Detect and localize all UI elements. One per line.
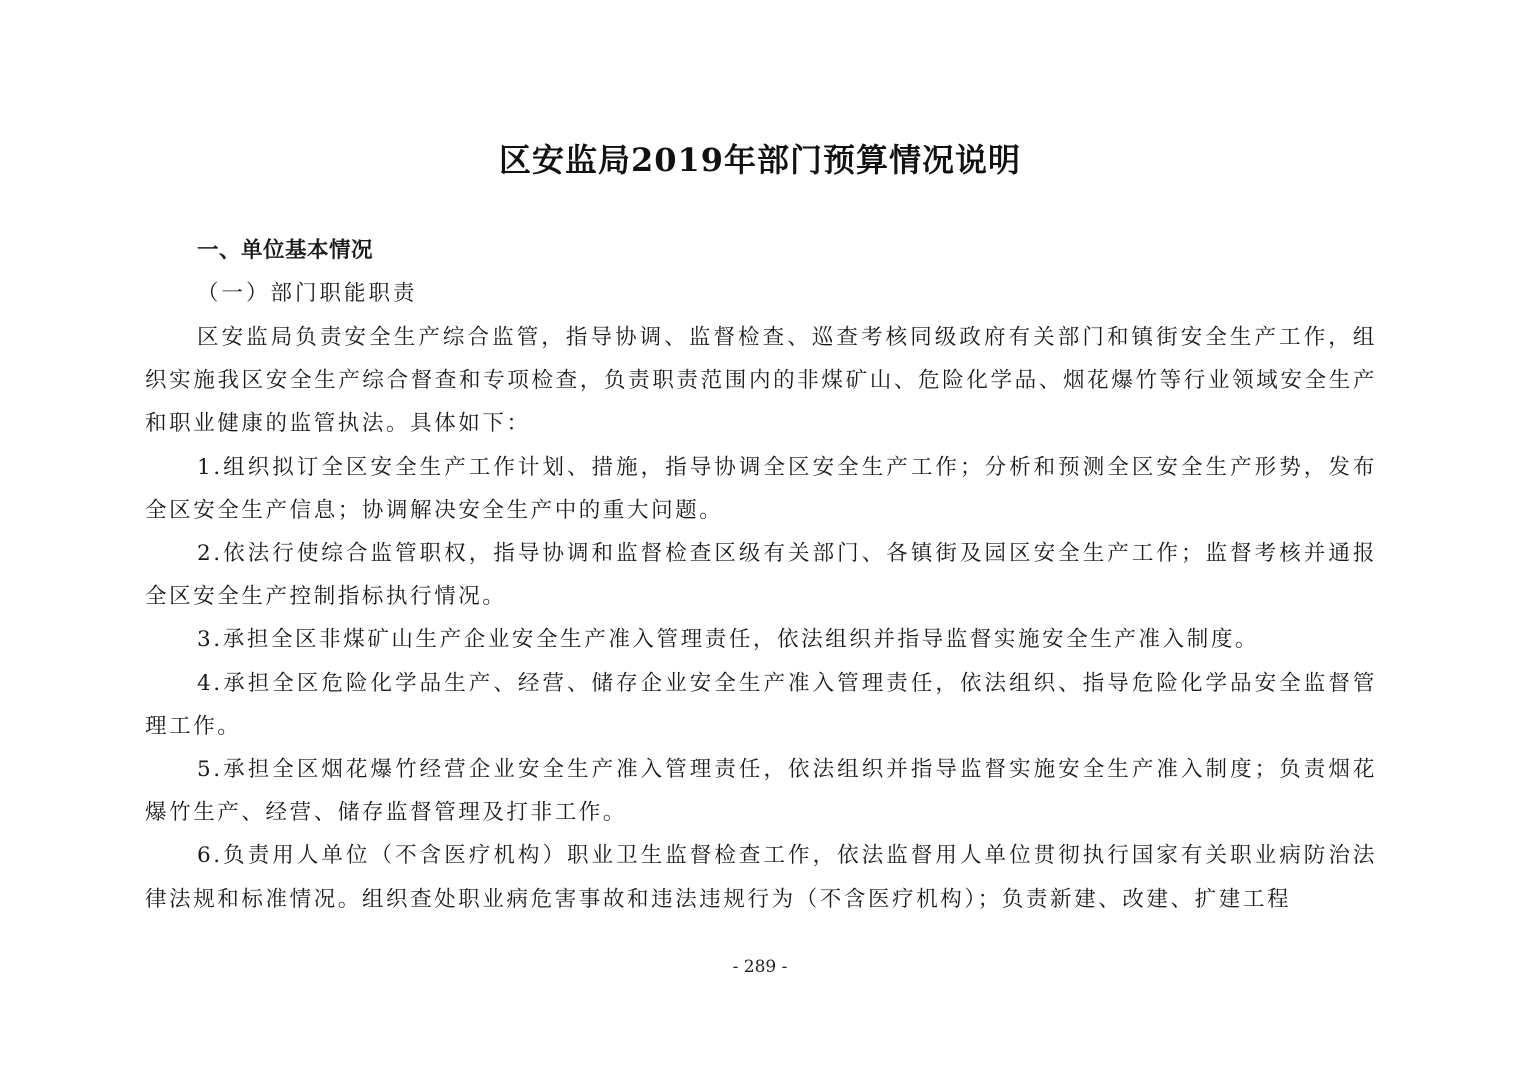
paragraph-item-4: 4.承担全区危险化学品生产、经营、储存企业安全生产准入管理责任，依法组织、指导危险化学品安全监督管理工作。 [145,670,1377,739]
page-number: - 289 - [732,957,788,977]
subsection-heading: （一）部门职能职责 [197,281,418,306]
document-body [145,230,1377,921]
paragraph-item-3: 3.承担全区非煤矿山生产企业安全生产准入管理责任，依法组织并指导监督实施安全生产准入制度。 [197,627,1260,653]
paragraph-item-6: 6.负责用人单位（不含医疗机构）职业卫生监督检查工作，依法监督用人单位贯彻执行国家有关职业病防治法律法规和标准情况。组织查处职业病危害事故和违法违规行为（不含医疗机构）；负责新建、改建、扩建工程 [145,843,1377,912]
paragraph-item-5: 5.承担全区烟花爆竹经营企业安全生产准入管理责任，依法组织并指导监督实施安全生产准入制度；负责烟花爆竹生产、经营、储存监督管理及打非工作。 [145,757,1377,826]
paragraph-item-2: 2.依法行使综合监管职权，指导协调和监督检查区级有关部门、各镇街及园区安全生产工作；监督考核并通报全区安全生产控制指标执行情况。 [145,541,1377,610]
document-title: 区安监局2019年部门预算情况说明 [498,141,1022,179]
paragraph-intro: 区安监局负责安全生产综合监管，指导协调、监督检查、巡查考核同级政府有关部门和镇街安全生产工作，组织实施我区安全生产综合督查和专项检查，负责职责范围内的非煤矿山、危险化学品、烟花爆竹等行业领域安全生产和职业健康的监管执法。具体如下： [145,325,1377,437]
paragraph-item-1: 1.组织拟订全区安全生产工作计划、措施，指导协调全区安全生产工作；分析和预测全区安全生产形势，发布全区安全生产信息；协调解决安全生产中的重大问题。 [145,454,1377,523]
section-heading: 一、单位基本情况 [197,238,374,263]
